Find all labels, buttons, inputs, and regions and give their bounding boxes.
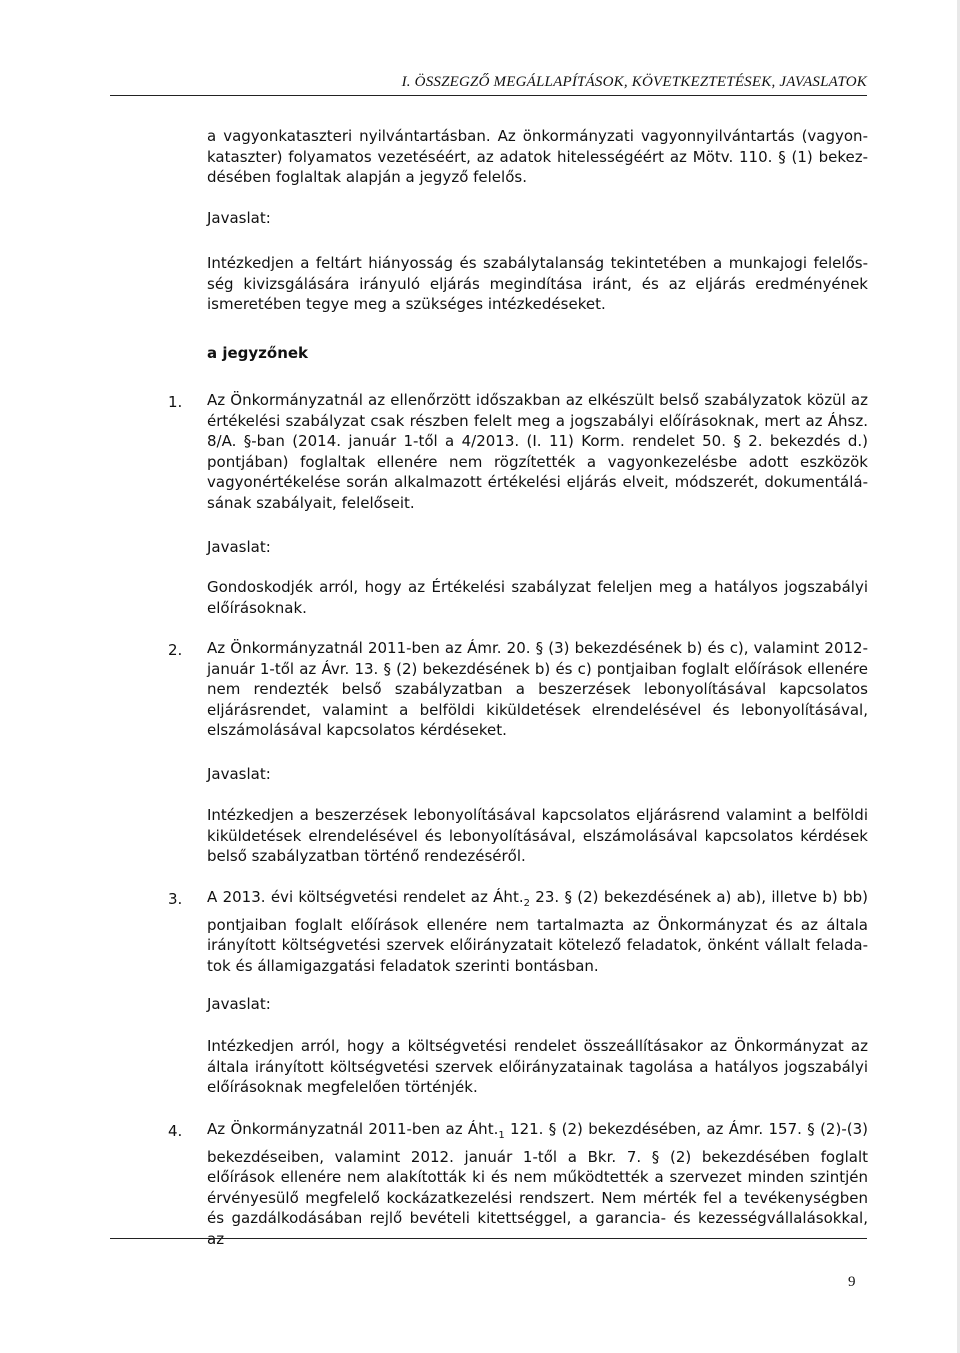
item-3-number: 3.: [168, 890, 183, 908]
item-1-finding: Az Önkormányzatnál az ellenőrzött időszakban az elkészült belső szabályzatok közül az értékelési szabályzat csak részben felelt meg a jogszabályi előírásoknak, mert az Áhsz. 8/A. §-ban (2014. január 1-től a 4/2013. (I. 11) Korm. rendelet 50. § 2. bekezdés d.) pontjában) foglaltak ellenére nem rögzítették a vagyonkezelésbe adott eszközök vagyonértékelése során alkalmazott értékelési eljárás elveit, módszerét, dokumentálásának szabályait, felelőseit.: [207, 391, 868, 512]
item-3-recommendation: Intézkedjen arról, hogy a költségvetési rendelet összeállításakor az Önkormányzat az általa irányított költségvetési szervek előirányzatainak tagolása a hatályos jogszabályi előírásoknak megfelelően történjék.: [207, 1037, 868, 1096]
intro-javaslat-label: Javaslat:: [207, 209, 271, 227]
item-2-recommendation: Intézkedjen a beszerzések lebonyolításával kapcsolatos eljárásrend valamint a belföldi kiküldetések elrendelésével és lebonyolításával, elszámolásával kapcsolatos kérdések belső szabályzatban történő rendezéséről.: [207, 806, 868, 865]
item-3-finding-part-b: 23. § (2) bekezdésének a) ab), illetve b) bb) pontjaiban foglalt előírások ellenére nem tartalmazta az Önkormányzat és az általa irányított költségvetési szervek előirányzatait kötelező feladatok, önként vállalt feladatok és államigazgatási feladatok szerinti bontásban.: [207, 888, 868, 975]
item-3-javaslat-label: Javaslat:: [207, 995, 271, 1013]
item-4-finding-subscript: 1: [498, 1130, 505, 1141]
item-1-recommendation: Gondoskodjék arról, hogy az Értékelési szabályzat feleljen meg a hatályos jogszabályi előírásoknak.: [207, 578, 868, 617]
item-3-finding-subscript: 2: [523, 898, 530, 909]
item-2-javaslat-label: Javaslat:: [207, 765, 271, 783]
item-4-number: 4.: [168, 1122, 183, 1140]
item-4-finding-part-b: 121. § (2) bekezdésében, az Ámr. 157. § (2)-(3) bekezdéseiben, valamint 2012. január 1-től a Bkr. 7. § (2) bekezdésében foglalt előírások ellenére nem alakították ki és nem működtették a szervezet minden szintjén érvényesülő megfelelő kockázatkezelési rendszert. Nem mérték fel a tevékenységben és gazdálkodásában rejlő bevételi kitettséggel, a garancia- és kezességvállalásokkal, az: [207, 1120, 868, 1248]
header-rule: [110, 95, 867, 96]
item-4-finding-part-a: Az Önkormányzatnál 2011-ben az Áht.: [207, 1120, 499, 1138]
page-number: 9: [848, 1274, 856, 1290]
item-1-javaslat-label: Javaslat:: [207, 538, 271, 556]
item-2-number: 2.: [168, 641, 183, 659]
item-2-finding: Az Önkormányzatnál 2011-ben az Ámr. 20. § (3) bekezdésének b) és c), valamint 2012-január 1-től az Ávr. 13. § (2) bekezdésének b) és c) pontjaiban foglalt előírások ellenére nem rendezték belső szabályzatban a beszerzések lebonyolításával kapcsolatos eljárásrendet, valamint a belföldi kiküldetések elrendelésével és lebonyolításával, elszámolásával kapcsolatos kérdéseket.: [207, 639, 868, 739]
item-3-finding: [207, 887, 868, 976]
section-heading: a jegyzőnek: [207, 344, 309, 362]
intro-paragraph: a vagyonkataszteri nyilvántartásban. Az önkormányzati vagyonnyilvántartás (vagyonkataszter) folyamatos vezetéséért, az adatok hitelességéért az Mötv. 110. § (1) bekezdésében foglaltak alapján a jegyző felelős.: [207, 127, 868, 186]
intro-recommendation: Intézkedjen a feltárt hiányosság és szabálytalanság tekintetében a munkajogi felelősség kivizsgálására irányuló eljárás megindítása iránt, és az eljárás eredményének ismeretében tegye meg a szükséges intézkedéseket.: [207, 254, 868, 313]
item-3-finding-part-a: A 2013. évi költségvetési rendelet az Áht.: [207, 888, 524, 906]
running-header: I. ÖSSZEGZŐ MEGÁLLAPÍTÁSOK, KÖVETKEZTETÉSEK, JAVASLATOK: [401, 74, 867, 90]
item-1-number: 1.: [168, 393, 183, 411]
footer-rule: [110, 1238, 867, 1239]
item-4-finding: [207, 1119, 868, 1249]
